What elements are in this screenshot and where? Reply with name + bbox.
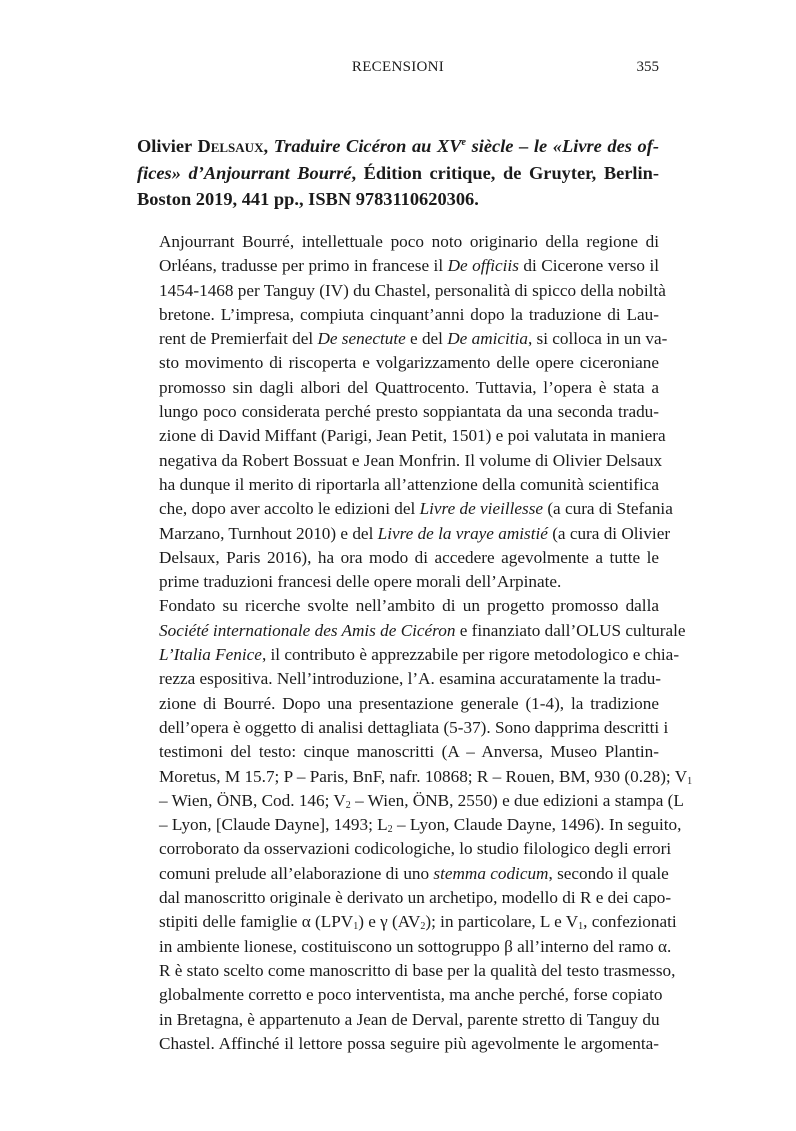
biblio-line-2: fices» d’Anjourrant Bourré, Édition critique, de Gruyter, Berlin- — [137, 162, 659, 183]
book-title: Traduire Cicéron au XV — [273, 136, 462, 156]
author-last-name: Delsaux — [197, 136, 264, 156]
review-bibliographic-entry — [137, 133, 659, 213]
paragraph-2: Fondato su ricerche svolte nell’ambito di un progetto promosso dalla Société internationale des Amis de Cicéron e finanziato dall’OLUS culturale L’Italia Fenice, il contributo è apprezzabile per rigore metodologico e chia- rezza espositiva. Nell’introduzione, l’A. esamina accuratamente la tradu- zione di Bourré. Dopo una presentazione generale (1-4), la tradizione dell’opera è oggetto di analisi dettagliata (5-37). Sono dapprima descritti i testimoni del testo: cinque manoscritti (A – Anversa, Museo Plantin- Moretus, M 15.7; P – Paris, BnF, nafr. 10868; R – Rouen, BM, 930 (0.28); $V_1$ – Wien, ÖNB, Cod. 146; $V_2$ – Wien, ÖNB, 2550) e due edizioni a stampa (L – Lyon, [Claude Dayne], 1493; $L_2$ – Lyon, Claude Dayne, 1496). In seguito, corroborato da osservazioni codicologiche, lo studio filologico degli errori comuni prelude all’elaborazione di uno stemma codicum, secondo il quale dal manoscritto originale è derivato un archetipo, modello di R e dei capo- stipiti delle famiglie α $(LPV_1)$ e γ $(AV_2)$; in particolare, L e $V_1$, confezionati in ambiente lionese, costituiscono un sottogruppo β all’interno del ramo α. R è stato scelto come manoscritto di base per la qualità del testo trasmesso, globalmente corretto e poco interventista, ma anche perché, forse copiato in Bretagna, è appartenuto a Jean de Derval, parente stretto di Tanguy du Chastel. Affinché il lettore possa seguire più agevolmente le argomenta- — [159, 596, 693, 1053]
biblio-line-3: Boston 2019, 441 pp., ISBN 9783110620306. — [137, 189, 479, 209]
page-number: 355 — [636, 59, 659, 75]
running-title: RECENSIONI — [351, 59, 445, 75]
biblio-line-1: Olivier Delsaux, Traduire Cicéron au XVe siècle – le «Livre des of- — [137, 136, 659, 156]
paragraph-1: Anjourrant Bourré, intellettuale poco noto originario della regione di Orléans, tradusse per primo in francese il De officiis di Cicerone verso il 1454-1468 per Tanguy (IV) du Chastel, personalità di spicco della nobiltà bretone. L’impresa, compiuta cinquant’anni dopo la traduzione di Lau- rent de Premierfait del De senectute e del De amicitia, si colloca in un va- sto movimento di riscoperta e volgarizzamento delle opere ciceroniane promosso sin dagli albori del Quattrocento. Tuttavia, l’opera è stata a lungo poco considerata perché presto soppiantata da una seconda tradu- zione di David Miffant (Parigi, Jean Petit, 1501) e poi valutata in maniera negativa da Robert Bossuat e Jean Monfrin. Il volume di Olivier Delsaux ha dunque il merito di riportarla all’attenzione della comunità scientifica che, dopo aver accolto le edizioni del Livre de vieillesse (a cura di Stefania Marzano, Turnhout 2010) e del Livre de la vraye amistié (a cura di Olivier Delsaux, Paris 2016), ha ora modo di accedere agevolmente a tutte le prime traduzioni francesi delle opere morali dell’Arpinate. — [159, 232, 673, 592]
review-body — [137, 230, 693, 1056]
author-first-name: Olivier — [137, 136, 198, 156]
